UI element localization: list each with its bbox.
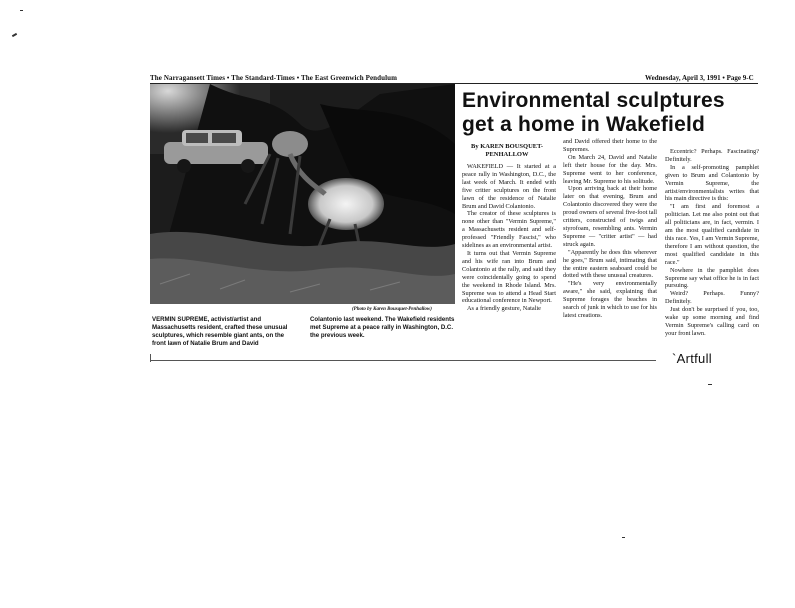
column-paragraph: Upon arriving back at their home later on that evening, Brum and Colantonio discovered they were the proud owners of several five-foot tall critters, constructed of twigs and styrofoam, resembling ants. Vermin Supreme — "critter artist" — had struck again. (563, 185, 657, 248)
column-paragraph: Eccentric? Perhaps. Fascinating? Definitely. (665, 148, 759, 163)
column-paragraph: It turns out that Vermin Supreme and his wife ran into Brum and Colantonio at the rally, and said they were coincidentally going to spend the weekend in Rhode Island. Mrs. Supreme was to attend a Head Start educational conference in Newport. (462, 249, 556, 305)
column-paragraph: "I am first and foremost a politician. Let me also point out that all politicians are, in fact, vermin. I am the most qualified candidate in this race. Yes, I am Vermin Supreme, therefore I am without question, the most qualified candidate in this race." (665, 203, 759, 266)
column-paragraph: WAKEFIELD — It started at a peace rally in Washington, D.C., the last week of March. It ended with five critter sculptures on the front lawn of the residence of Natalie Brum and David Colantonio. (462, 163, 556, 210)
photo-caption-part-1: VERMIN SUPREME, activist/artist and Massachusetts resident, crafted these unusual sculptures, which resemble giant ants, on the front lawn of Natalie Brum and David (152, 316, 288, 348)
headline-line-2: get a home in Wakefield (462, 113, 706, 136)
scan-speck (20, 10, 23, 11)
column-paragraph: On March 24, David and Natalie left their house for the day. Mrs. Supreme went to her conference, leaving Mr. Supreme to his solitude. (563, 153, 657, 185)
bottom-rule (150, 360, 656, 361)
byline-line-1: By KAREN BOUSQUET- (471, 143, 543, 150)
photo-image (150, 84, 455, 304)
bottom-rule-tick (150, 354, 151, 362)
article-column-2 (563, 138, 657, 320)
article-column-3 (665, 148, 759, 338)
headline-line-1: Environmental sculptures (462, 89, 725, 112)
column-paragraph: "He's very environmentally aware," she said, explaining that Supreme forages the beaches in search of junk in which to use for his latest creations. (563, 280, 657, 319)
photo-credit: (Photo by Karen Bousquet-Penhallow) (352, 307, 432, 312)
sculpture-photo (150, 84, 455, 304)
handwritten-note: `Artfull (672, 351, 712, 366)
byline-line-2: PENHALLOW (485, 151, 529, 158)
scan-speck (708, 384, 712, 385)
column-paragraph: and David offered their home to the Supremes. (563, 138, 657, 153)
scan-speck (12, 33, 17, 37)
column-paragraph: In a self-promoting pamphlet given to Brum and Colantonio by Vermin Supreme, the artist/environmentalists writes that his main directive is this: (665, 163, 759, 203)
column-paragraph: "Apparently he does this wherever he goes," Brum said, intimating that the entire eastern seaboard could be dotted with these unusual creatures. (563, 248, 657, 280)
article-column-1 (462, 163, 556, 313)
column-paragraph: As a friendly gesture, Natalie (467, 305, 541, 313)
column-paragraph: Nowhere in the pamphlet does Supreme say what office he is in fact pursuing. (665, 266, 759, 290)
article-headline (462, 89, 792, 137)
column-paragraph: Weird? Perhaps. Funny? Definitely. (665, 290, 759, 306)
masthead-papers: The Narragansett Times • The Standard-Times • The East Greenwich Pendulum (150, 74, 398, 82)
column-paragraph: Just don't be surprised if you, too, wake up some morning and find Vermin Supreme's calling card on your front lawn. (665, 306, 759, 337)
photo-caption-part-2: Colantonio last weekend. The Wakefield residents met Supreme at a peace rally in Washington, D.C. the previous week. (310, 316, 455, 340)
column-paragraph: The creator of these sculptures is none other than "Vermin Supreme," a Massachusetts resident and self-professed "Friendly Fascist," who sidelines as an environmental artist. (462, 210, 556, 250)
scan-speck (622, 537, 625, 538)
article-byline (462, 143, 552, 159)
masthead-dateline: Wednesday, April 3, 1991 • Page 9-C (645, 74, 754, 82)
